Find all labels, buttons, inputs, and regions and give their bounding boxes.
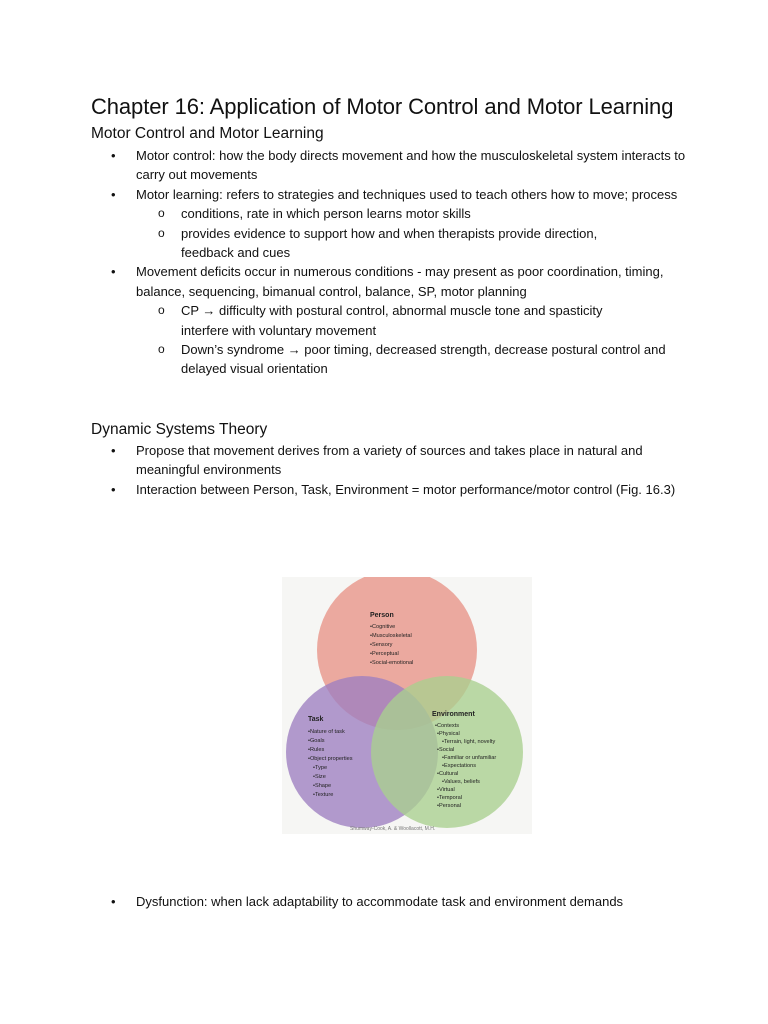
task-title: Task xyxy=(308,716,324,723)
bullet-item xyxy=(91,146,691,185)
bullet-text: Movement deficits occur in numerous conditions - may present as poor coordination, timing, balance, sequencing, bimanual control, balance, SP, motor planning xyxy=(136,264,664,299)
environment-item: •Contexts xyxy=(435,723,460,729)
environment-item: •Personal xyxy=(437,803,462,809)
person-item: •Social-emotional xyxy=(370,660,414,666)
task-item: •Nature of task xyxy=(308,729,345,735)
sub-bullet-item: o provides evidence to support how and when therapists provide direction, feedback and cues xyxy=(136,224,621,263)
environment-item: •Cultural xyxy=(437,771,459,777)
task-item: •Object properties xyxy=(308,756,353,762)
environment-item: •Social xyxy=(437,747,455,753)
venn-diagram xyxy=(282,577,532,834)
environment-item: •Terrain, light, novelty xyxy=(442,739,496,745)
figure-caption: Shumway-Cook, A. & Woollacott, M.H. xyxy=(350,826,436,832)
section-heading-motor-control: Motor Control and Motor Learning xyxy=(91,125,324,142)
person-item: •Perceptual xyxy=(370,651,399,657)
venn-diagram-figure xyxy=(282,577,532,834)
environment-item: •Values, beliefs xyxy=(442,779,480,785)
bullet-text: Motor control: how the body directs movement and how the musculoskeletal system interacts to carry out movements xyxy=(136,148,686,183)
bullet-item: • Propose that movement derives from a variety of sources and takes place in natural and meaningful environments xyxy=(91,441,691,480)
environment-item: •Temporal xyxy=(437,795,462,801)
motor-control-bullet-list xyxy=(91,146,691,379)
task-item: •Size xyxy=(313,774,326,780)
task-item: •Goals xyxy=(308,738,325,744)
task-item: •Shape xyxy=(313,783,332,789)
sub-bullet-item: o Down’s syndrome → poor timing, decreased strength, decrease postural control and delayed visual orientation xyxy=(136,340,681,379)
bullet-item: • Dysfunction: when lack adaptability to accommodate task and environment demands xyxy=(91,892,691,911)
person-item: •Sensory xyxy=(370,642,393,648)
person-item: •Musculoskeletal xyxy=(370,633,412,639)
task-item: •Rules xyxy=(308,747,325,753)
person-title: Person xyxy=(370,612,394,619)
environment-item: •Expectations xyxy=(442,763,476,769)
environment-title: Environment xyxy=(432,711,475,718)
environment-item: •Physical xyxy=(437,731,460,737)
bullet-text: Motor learning: refers to strategies and techniques used to teach others how to move; process xyxy=(136,186,678,202)
task-item: •Texture xyxy=(313,792,334,798)
sub-bullet-item: o CP → difficulty with postural control, abnormal muscle tone and spasticity interfere with voluntary movement xyxy=(136,301,651,340)
page-title: Chapter 16: Application of Motor Control and Motor Learning xyxy=(91,94,674,119)
bullet-item: • Interaction between Person, Task, Environment = motor performance/motor control (Fig. 16.3) xyxy=(91,480,691,499)
bullet-item xyxy=(91,185,691,263)
sub-bullet-list xyxy=(136,301,691,379)
task-item: •Type xyxy=(313,765,328,771)
section-heading-dynamic-systems: Dynamic Systems Theory xyxy=(91,421,268,438)
environment-item: •Virtual xyxy=(437,787,455,793)
person-item: •Cognitive xyxy=(370,624,396,630)
dysfunction-bullet-list xyxy=(91,892,691,911)
bullet-item xyxy=(91,262,691,378)
sub-bullet-item: o conditions, rate in which person learns motor skills xyxy=(136,204,691,223)
environment-item: •Familiar or unfamiliar xyxy=(442,755,497,761)
sub-bullet-list xyxy=(136,204,691,262)
dynamic-systems-bullet-list xyxy=(91,441,691,499)
